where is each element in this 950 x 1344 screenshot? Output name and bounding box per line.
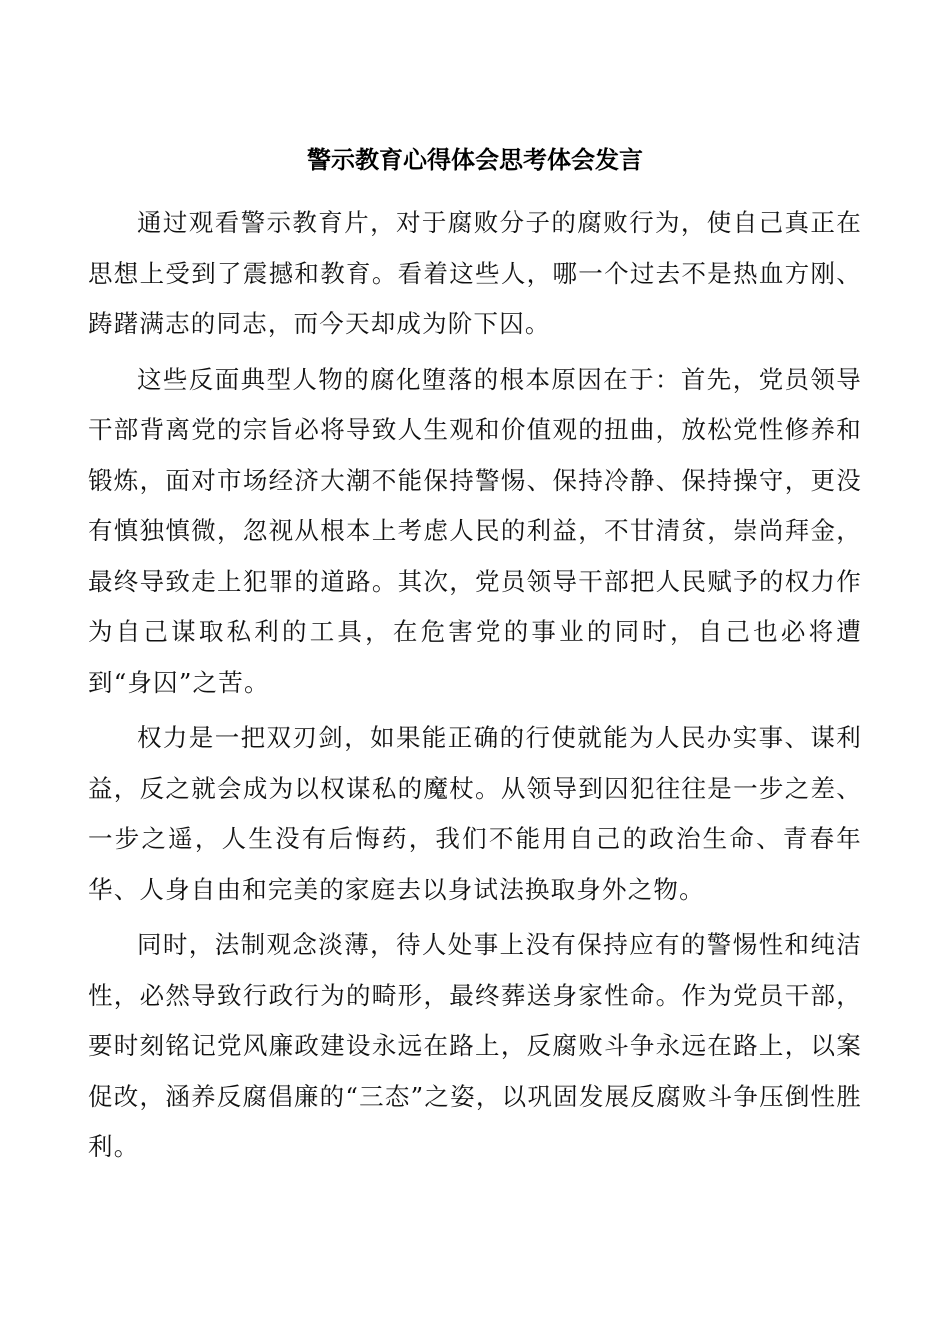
paragraph: 权力是一把双刃剑，如果能正确的行使就能为人民办实事、谋利益，反之就会成为以权谋私的魔杖。从领导到囚犯往往是一步之差、一步之遥，人生没有后悔药，我们不能用自己的政治生命、青春年华、人身自由和完美的家庭去以身试法换取身外之物。 bbox=[88, 723, 862, 904]
document-title: 警示教育心得体会思考体会发言 bbox=[307, 146, 643, 174]
paragraph: 通过观看警示教育片，对于腐败分子的腐败行为，使自己真正在思想上受到了震撼和教育。看着这些人，哪一个过去不是热血方刚、踌躇满志的同志，而今天却成为阶下囚。 bbox=[88, 208, 862, 338]
paragraph: 这些反面典型人物的腐化堕落的根本原因在于：首先，党员领导干部背离党的宗旨必将导致人生观和价值观的扭曲，放松党性修养和锻炼，面对市场经济大潮不能保持警惕、保持冷静、保持操守，更没有慎独慎微，忽视从根本上考虑人民的利益，不甘清贫，崇尚拜金，最终导致走上犯罪的道路。其次，党员领导干部把人民赋予的权力作为自己谋取私利的工具，在危害党的事业的同时，自己也必将遭到“身囚”之苦。 bbox=[88, 364, 862, 697]
document-body bbox=[88, 198, 862, 1178]
paragraph: 同时，法制观念淡薄，待人处事上没有保持应有的警惕性和纯洁性，必然导致行政行为的畸形，最终葬送身家性命。作为党员干部，要时刻铭记党风廉政建设永远在路上，反腐败斗争永远在路上，以案促改，涵养反腐倡廉的“三态”之姿，以巩固发展反腐败斗争压倒性胜利。 bbox=[88, 930, 862, 1161]
